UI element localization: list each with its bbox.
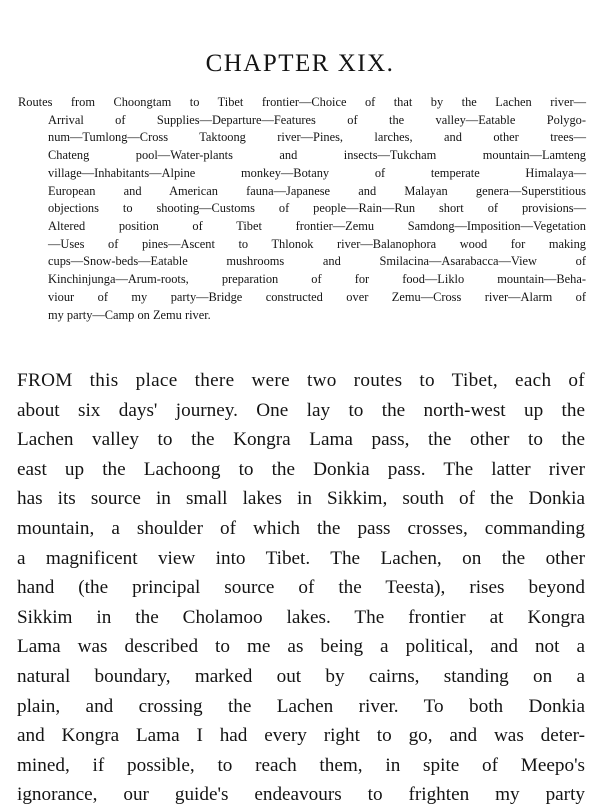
summary-line: Routes from Choongtam to Tibet frontier—Choice of that by the Lachen river— xyxy=(18,95,586,109)
body-line: plain, and crossing the Lachen river. To both Donkia xyxy=(17,695,585,717)
body-line: and Kongra Lama I had every right to go, and was deter- xyxy=(17,725,585,747)
summary-line: Chateng pool—Water-plants and insects—Tukcham mountain—Lamteng xyxy=(48,148,586,163)
body-line: natural boundary, marked out by cairns, standing on a xyxy=(17,665,585,687)
body-paragraph xyxy=(17,366,585,810)
summary-line: objections to shooting—Customs of people—Rain—Run short of provisions— xyxy=(48,201,586,216)
summary-line: my party—Camp on Zemu river. xyxy=(48,307,211,322)
summary-line: num—Tumlong—Cross Taktoong river—Pines, larches, and other trees— xyxy=(48,130,586,145)
body-line: Lachen valley to the Kongra Lama pass, the other to the xyxy=(17,429,585,451)
chapter-title: CHAPTER XIX. xyxy=(205,50,395,77)
body-line: Lama was described to me as being a political, and not a xyxy=(17,636,585,658)
body-line: hand (the principal source of the Teesta), rises beyond xyxy=(17,577,585,599)
summary-line: —Uses of pines—Ascent to Thlonok river—Balanophora wood for making xyxy=(48,236,586,251)
summary-line: Kinchinjunga—Arum-roots, preparation of for food—Liklo mountain—Beha- xyxy=(48,272,586,287)
body-line: about six days' journey. One lay to the north-west up the xyxy=(17,399,585,421)
body-line: a magnificent view into Tibet. The Lachen, on the other xyxy=(17,547,585,569)
body-line: Sikkim in the Cholamoo lakes. The frontier at Kongra xyxy=(17,606,585,628)
body-line: ignorance, our guide's endeavours to frighten my party xyxy=(17,784,585,806)
body-line: FROM this place there were two routes to Tibet, each of xyxy=(17,370,585,391)
chapter-summary xyxy=(18,94,586,324)
body-line: mountain, a shoulder of which the pass crosses, commanding xyxy=(17,517,585,539)
body-line: mined, if possible, to reach them, in spite of Meepo's xyxy=(17,754,585,776)
summary-line: European and American fauna—Japanese and Malayan genera—Superstitious xyxy=(48,183,586,198)
body-line: east up the Lachoong to the Donkia pass. The latter river xyxy=(17,458,585,480)
summary-line: Arrival of Supplies—Departure—Features of the valley—Eatable Polygo- xyxy=(48,112,586,127)
summary-line: cups—Snow-beds—Eatable mushrooms and Smilacina—Asarabacca—View of xyxy=(48,254,586,269)
summary-line: Altered position of Tibet frontier—Zemu Samdong—Imposition—Vegetation xyxy=(48,219,586,234)
summary-line: viour of my party—Bridge constructed over Zemu—Cross river—Alarm of xyxy=(48,289,586,304)
body-line: has its source in small lakes in Sikkim, south of the Donkia xyxy=(17,488,585,510)
summary-line: village—Inhabitants—Alpine monkey—Botany of temperate Himalaya— xyxy=(48,165,586,180)
